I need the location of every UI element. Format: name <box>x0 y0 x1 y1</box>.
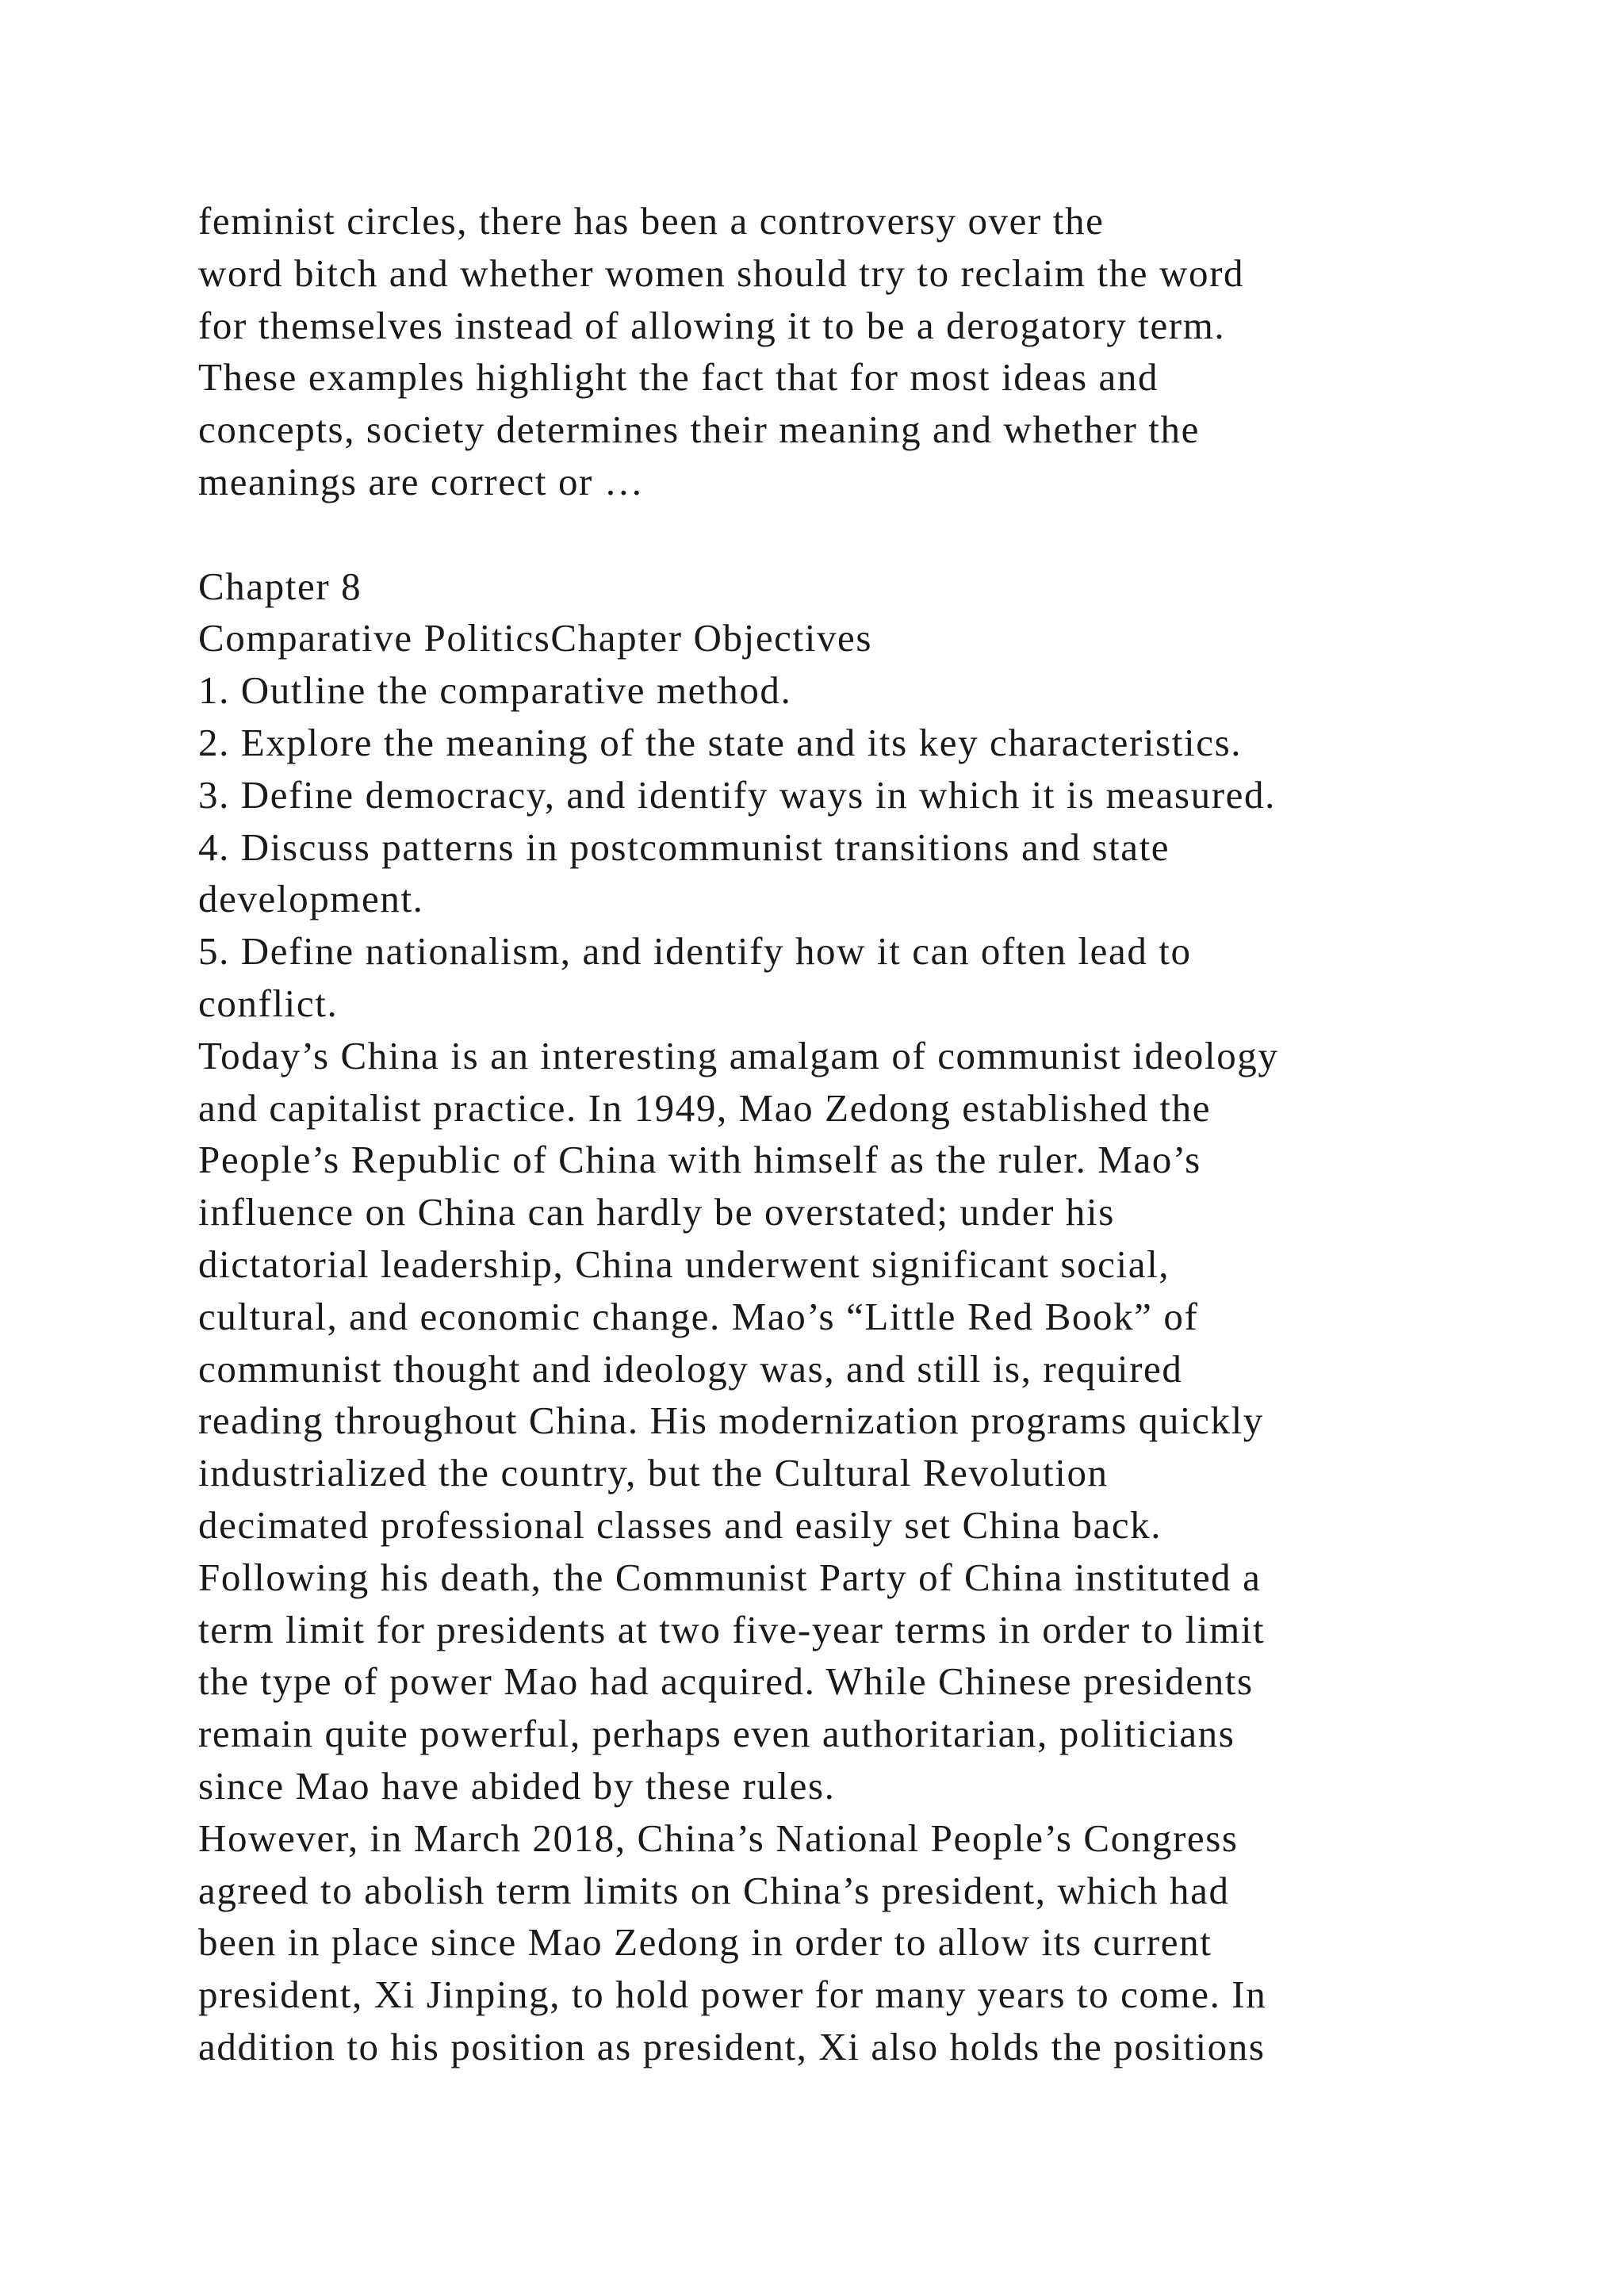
document-body <box>198 195 1499 2073</box>
objective-line: conflict. <box>198 981 339 1025</box>
term-limits-paragraph <box>198 1812 1499 2073</box>
objective-line: 2. Explore the meaning of the state and its key characteristics. <box>198 720 1243 764</box>
text-line: People’s Republic of China with himself as the ruler. Mao’s <box>198 1138 1201 1182</box>
text-line: addition to his position as president, Xi also holds the positions <box>198 2024 1266 2068</box>
text-line: Today’s China is an interesting amalgam of communist ideology <box>198 1033 1279 1077</box>
objectives-list <box>198 664 1499 1030</box>
text-line: meanings are correct or … <box>198 459 645 503</box>
text-line: cultural, and economic change. Mao’s “Little Red Book” of <box>198 1294 1199 1338</box>
text-line: feminist circles, there has been a controversy over the <box>198 199 1105 243</box>
text-line: president, Xi Jinping, to hold power for many years to come. In <box>198 1973 1267 2017</box>
text-line: However, in March 2018, China’s National People’s Congress <box>198 1816 1239 1860</box>
chapter-subheading: Comparative PoliticsChapter Objectives <box>198 616 873 660</box>
text-line: reading throughout China. His modernization programs quickly <box>198 1399 1264 1443</box>
objective-line: 4. Discuss patterns in postcommunist transitions and state <box>198 825 1170 869</box>
text-line: dictatorial leadership, China underwent significant social, <box>198 1242 1170 1286</box>
text-line: decimated professional classes and easily set China back. <box>198 1502 1162 1547</box>
text-line: industrialized the country, but the Cultural Revolution <box>198 1451 1109 1495</box>
objective-line: 5. Define nationalism, and identify how it can often lead to <box>198 929 1192 974</box>
text-line: been in place since Mao Zedong in order to allow its current <box>198 1920 1212 1965</box>
text-line: for themselves instead of allowing it to be a derogatory term. <box>198 303 1226 347</box>
text-line: influence on China can hardly be overstated; under his <box>198 1190 1115 1234</box>
text-line: word bitch and whether women should try to reclaim the word <box>198 251 1245 295</box>
text-line: since Mao have abided by these rules. <box>198 1763 836 1808</box>
objective-line: development. <box>198 877 424 921</box>
text-line: Following his death, the Communist Party of China instituted a <box>198 1555 1262 1599</box>
text-line: term limit for presidents at two five-year terms in order to limit <box>198 1607 1266 1651</box>
objective-line: 1. Outline the comparative method. <box>198 668 792 713</box>
blank-line <box>198 508 1499 561</box>
text-line: communist thought and ideology was, and still is, required <box>198 1346 1183 1391</box>
intro-paragraph <box>198 195 1499 508</box>
chapter-heading: Chapter 8 <box>198 564 362 608</box>
text-line: remain quite powerful, perhaps even authoritarian, politicians <box>198 1712 1235 1756</box>
china-paragraph <box>198 1030 1499 1812</box>
text-line: concepts, society determines their meaning and whether the <box>198 408 1200 452</box>
text-line: the type of power Mao had acquired. While Chinese presidents <box>198 1659 1254 1704</box>
text-line: agreed to abolish term limits on China’s president, which had <box>198 1868 1230 1912</box>
objective-line: 3. Define democracy, and identify ways in which it is measured. <box>198 772 1276 817</box>
text-line: These examples highlight the fact that for most ideas and <box>198 355 1159 400</box>
text-line: and capitalist practice. In 1949, Mao Zedong established the <box>198 1085 1212 1130</box>
